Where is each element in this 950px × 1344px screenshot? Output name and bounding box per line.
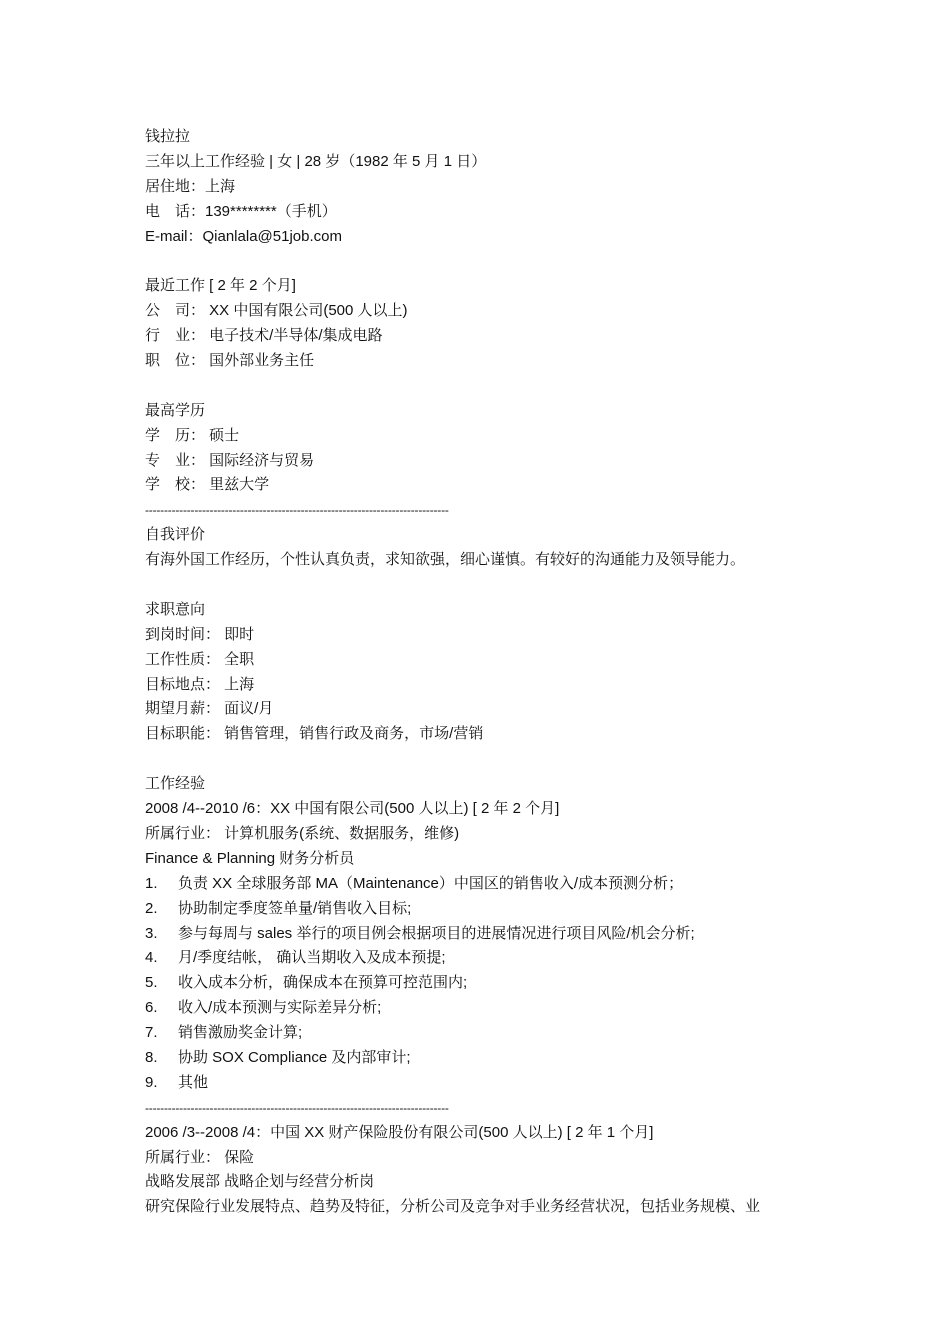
text-line: 研究保险行业发展特点、趋势及特征，分析公司及竞争对手业务经营状况，包括业务规模、业 <box>145 1198 761 1216</box>
text-line: 工作经验 <box>145 775 206 793</box>
list-item <box>145 872 825 897</box>
list-number: 9. <box>145 1073 158 1091</box>
text-line: 居住地：上海 <box>145 177 236 195</box>
text-line: 学 校： 里兹大学 <box>145 476 270 494</box>
text-line: 电 话：139********（手机） <box>145 202 337 220</box>
list-number: 5. <box>145 974 158 992</box>
list-text: 收入成本分析，确保成本在预算可控范围内; <box>178 974 468 992</box>
list-item <box>145 1046 825 1071</box>
list-text: 收入/成本预测与实际差异分析; <box>178 999 382 1017</box>
text-line: Finance & Planning 财务分析员 <box>145 849 355 867</box>
list-number: 7. <box>145 1024 158 1042</box>
text-line: 到岗时间： 即时 <box>145 625 255 643</box>
list-text: 月/季度结帐， 确认当期收入及成本预提; <box>178 949 446 967</box>
list-number: 6. <box>145 999 158 1017</box>
text-line: 期望月薪： 面议/月 <box>145 700 274 718</box>
list-item <box>145 946 825 971</box>
list-item <box>145 1021 825 1046</box>
text-line: 钱拉拉 <box>145 128 191 145</box>
list-text: 销售激励奖金计算; <box>178 1024 303 1042</box>
text-line: E-mail：Qianlala@51job.com <box>145 227 342 245</box>
list-text: 负责 XX 全球服务部 MA（Maintenance）中国区的销售收入/成本预测分析； <box>178 874 684 892</box>
blank-line <box>145 249 825 274</box>
text-line: 战略发展部 战略企划与经营分析岗 <box>145 1173 375 1191</box>
text-line: 2006 /3--2008 /4：中国 XX 财产保险股份有限公司(500 人以上) [ 2 年 1 个月] <box>145 1123 654 1141</box>
text-line: 行 业： 电子技术/半导体/集成电路 <box>145 327 383 345</box>
text-line: 学 历： 硕士 <box>145 426 240 444</box>
text-line: 所属行业： 保险 <box>145 1148 255 1166</box>
text-line: 2008 /4--2010 /6：XX 中国有限公司(500 人以上) [ 2 年 2 个月] <box>145 800 560 818</box>
list-text: 其他 <box>178 1073 209 1091</box>
list-text: 参与每周与 sales 举行的项目例会根据项目的进展情况进行项目风险/机会分析; <box>178 924 695 942</box>
divider: -------------------------------------------------------------------------------- <box>145 503 449 518</box>
text-line: 目标地点： 上海 <box>145 675 255 693</box>
text-line: 自我评价 <box>145 526 206 544</box>
text-line: 专 业： 国际经济与贸易 <box>145 451 315 469</box>
text-line: 目标职能： 销售管理，销售行政及商务，市场/营销 <box>145 725 484 743</box>
list-text: 协助制定季度签单量/销售收入目标; <box>178 899 412 917</box>
list-item <box>145 1071 825 1096</box>
list-item <box>145 996 825 1021</box>
list-number: 1. <box>145 874 158 892</box>
blank-line <box>145 374 825 399</box>
list-item <box>145 922 825 947</box>
text-line: 最高学历 <box>145 401 206 419</box>
text-line: 三年以上工作经验 | 女 | 28 岁（1982 年 5 月 1 日） <box>145 152 487 170</box>
list-number: 8. <box>145 1048 158 1066</box>
resume-document <box>145 125 825 1220</box>
list-text: 协助 SOX Compliance 及内部审计; <box>178 1048 411 1066</box>
list-number: 4. <box>145 949 158 967</box>
list-item <box>145 897 825 922</box>
text-line: 职 位： 国外部业务主任 <box>145 352 315 370</box>
divider: -------------------------------------------------------------------------------- <box>145 1100 449 1115</box>
list-number: 3. <box>145 924 158 942</box>
blank-line <box>145 747 825 772</box>
text-line: 求职意向 <box>145 600 206 618</box>
text-line: 最近工作 [ 2 年 2 个月] <box>145 277 296 295</box>
list-item <box>145 971 825 996</box>
blank-line <box>145 573 825 598</box>
text-line: 公 司： XX 中国有限公司(500 人以上) <box>145 302 408 320</box>
text-line: 有海外国工作经历，个性认真负责，求知欲强，细心谨慎。有较好的沟通能力及领导能力。 <box>145 551 746 569</box>
list-number: 2. <box>145 899 158 917</box>
text-line: 工作性质： 全职 <box>145 650 255 668</box>
text-line: 所属行业： 计算机服务(系统、数据服务，维修) <box>145 824 460 842</box>
